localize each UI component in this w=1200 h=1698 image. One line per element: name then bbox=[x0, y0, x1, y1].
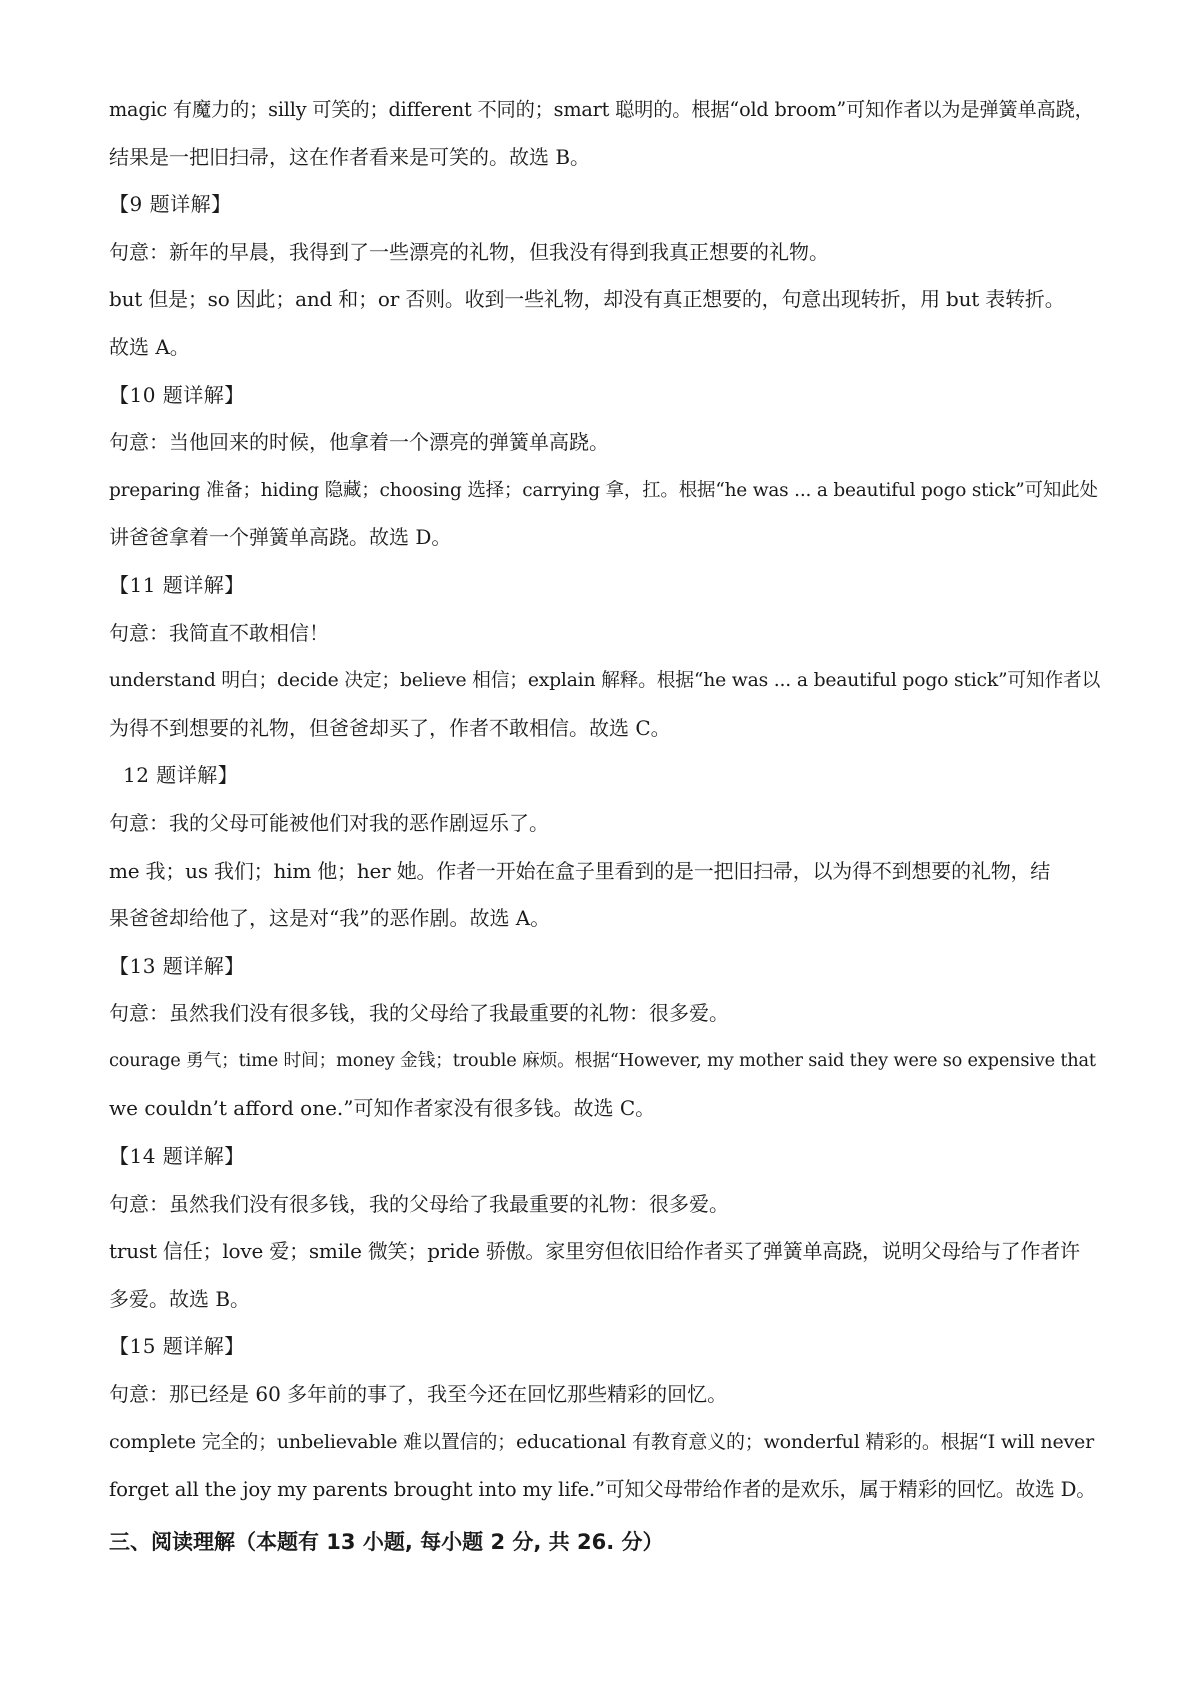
q12-explanation-line-1: me 我；us 我们；him 他；her 她。作者一开始在盒子里看到的是一把旧扫帚，以为得不到想要的礼物，结 bbox=[109, 858, 1051, 883]
q10-explanation-line-2: 讲爸爸拿着一个弹簧单高跷。故选 D。 bbox=[109, 525, 452, 550]
q8-explanation-line-2: 结果是一把旧扫帚，这在作者看来是可笑的。故选 B。 bbox=[109, 144, 591, 169]
q10-heading: 【10 题详解】 bbox=[109, 382, 245, 407]
q14-heading: 【14 题详解】 bbox=[109, 1144, 245, 1169]
q13-meaning: 句意：虽然我们没有很多钱，我的父母给了我最重要的礼物：很多爱。 bbox=[109, 1001, 729, 1026]
q10-meaning: 句意：当他回来的时候，他拿着一个漂亮的弹簧单高跷。 bbox=[109, 430, 609, 455]
q11-heading: 【11 题详解】 bbox=[109, 572, 245, 597]
q13-explanation-line-2: we couldn’t afford one.”可知作者家没有很多钱。故选 C。 bbox=[109, 1096, 656, 1121]
q9-heading: 【9 题详解】 bbox=[109, 192, 232, 217]
q9-explanation-line-2: 故选 A。 bbox=[109, 334, 190, 359]
q15-heading: 【15 题详解】 bbox=[109, 1334, 245, 1359]
q13-heading: 【13 题详解】 bbox=[109, 953, 245, 978]
q11-explanation-line-1: understand 明白；decide 决定；believe 相信；explain 解释。根据“he was ... a beautiful pogo stick”可知作者以 bbox=[109, 670, 1100, 692]
q10-explanation-line-1: preparing 准备；hiding 隐藏；choosing 选择；carrying 拿，扛。根据“he was ... a beautiful pogo stick”可知此处 bbox=[109, 479, 1098, 501]
q9-meaning: 句意：新年的早晨，我得到了一些漂亮的礼物，但我没有得到我真正想要的礼物。 bbox=[109, 239, 829, 264]
q15-meaning: 句意：那已经是 60 多年前的事了，我至今还在回忆那些精彩的回忆。 bbox=[109, 1382, 728, 1407]
q13-explanation-line-1: courage 勇气；time 时间；money 金钱；trouble 麻烦。根据“However, my mother said they were so expensive that bbox=[109, 1050, 1096, 1071]
q14-meaning: 句意：虽然我们没有很多钱，我的父母给了我最重要的礼物：很多爱。 bbox=[109, 1191, 729, 1216]
q8-explanation-line-1: magic 有魔力的；silly 可笑的；different 不同的；smart 聪明的。根据“old broom”可知作者以为是弹簧单高跷， bbox=[109, 98, 1094, 121]
q12-explanation-line-2: 果爸爸却给他了，这是对“我”的恶作剧。故选 A。 bbox=[109, 906, 551, 931]
q15-explanation-line-1: complete 完全的；unbelievable 难以置信的；educational 有教育意义的；wonderful 精彩的。根据“I will never bbox=[109, 1430, 1094, 1453]
q11-meaning: 句意：我简直不敢相信！ bbox=[109, 620, 329, 645]
q12-meaning: 句意：我的父母可能被他们对我的恶作剧逗乐了。 bbox=[109, 810, 549, 835]
q14-explanation-line-1: trust 信任；love 爱；smile 微笑；pride 骄傲。家里穷但依旧给作者买了弹簧单高跷，说明父母给与了作者许 bbox=[109, 1239, 1080, 1264]
q9-explanation-line-1: but 但是；so 因此；and 和；or 否则。收到一些礼物，却没有真正想要的，句意出现转折，用 but 表转折。 bbox=[109, 287, 1065, 312]
q14-explanation-line-2: 多爱。故选 B。 bbox=[109, 1286, 251, 1311]
q12-heading: 12 题详解】 bbox=[123, 763, 239, 788]
q15-explanation-line-2: forget all the joy my parents brought into my life.”可知父母带给作者的是欢乐，属于精彩的回忆。故选 D。 bbox=[109, 1478, 1096, 1502]
q11-explanation-line-2: 为得不到想要的礼物，但爸爸却买了，作者不敢相信。故选 C。 bbox=[109, 715, 671, 740]
section-3-title: 三、阅读理解（本题有 13 小题, 每小题 2 分, 共 26. 分） bbox=[109, 1529, 664, 1554]
